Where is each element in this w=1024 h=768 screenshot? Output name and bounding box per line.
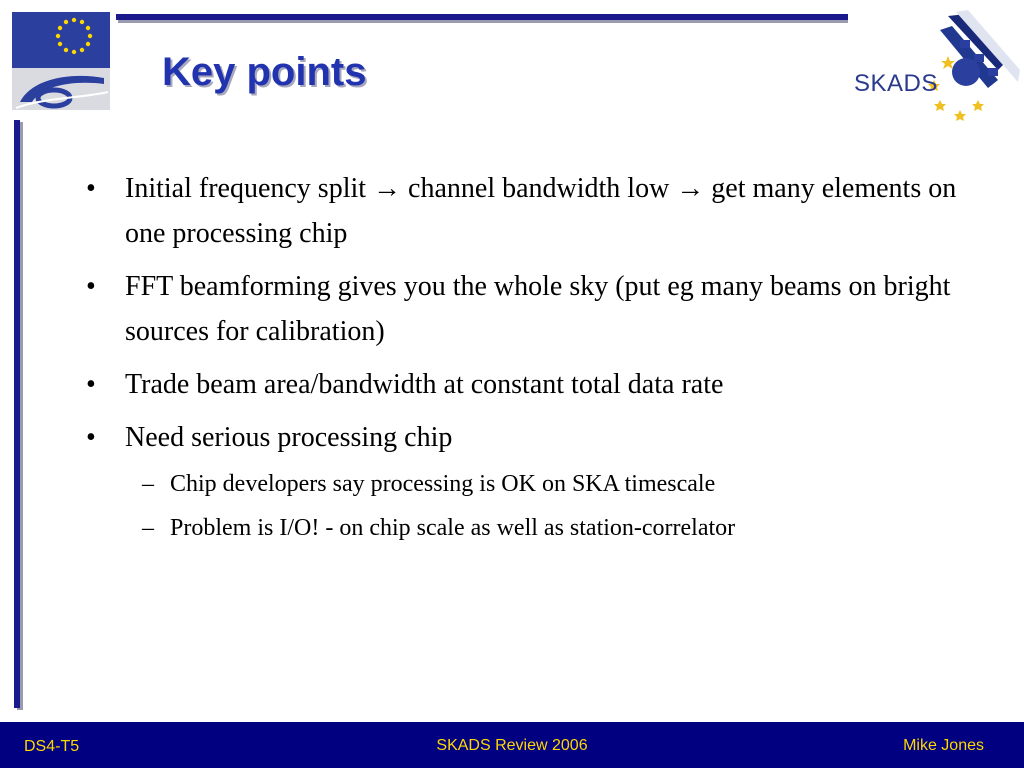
bullet-item xyxy=(86,415,986,460)
top-rule xyxy=(116,14,926,20)
sub-bullet-marker: – xyxy=(142,515,154,541)
bullet-marker: • xyxy=(86,271,96,302)
bullet-item xyxy=(86,166,986,256)
bullet-marker: • xyxy=(86,173,96,204)
slide-footer xyxy=(0,722,1024,768)
fp6-six-icon xyxy=(12,68,110,110)
sub-bullet-text: Chip developers say processing is OK on SKA timescale xyxy=(170,471,716,497)
footer-author: Mike Jones xyxy=(903,737,984,754)
bullet-item xyxy=(86,362,986,407)
bullet-text: FFT beamforming gives you the whole sky (put eg many beams on bright sources for calibration) xyxy=(125,271,951,347)
bullet-marker: • xyxy=(86,369,96,400)
eu-flag-icon xyxy=(12,12,110,68)
left-rule xyxy=(14,120,20,708)
skads-logo-icon xyxy=(848,10,1020,125)
page-title: Key points xyxy=(162,50,367,94)
bullet-text: Need serious processing chip xyxy=(125,422,453,453)
fp6-logo xyxy=(12,12,110,110)
sub-bullet-item xyxy=(142,469,982,499)
footer-session-code: DS4-T5 xyxy=(24,738,80,755)
sub-bullet-marker: – xyxy=(142,471,154,497)
sub-bullet-text: Problem is I/O! - on chip scale as well as station-correlator xyxy=(170,515,736,541)
bullet-item xyxy=(86,264,986,354)
skads-logo xyxy=(848,10,1020,125)
bullet-marker: • xyxy=(86,422,96,453)
bullet-text: Trade beam area/bandwidth at constant total data rate xyxy=(125,369,724,400)
sub-bullet-item xyxy=(142,513,982,543)
bullet-text: Initial frequency split → channel bandwidth low → get many elements on one processing chip xyxy=(125,173,957,249)
footer-event-name: SKADS Review 2006 xyxy=(436,737,588,754)
skads-logo-text: SKADS xyxy=(854,70,938,97)
